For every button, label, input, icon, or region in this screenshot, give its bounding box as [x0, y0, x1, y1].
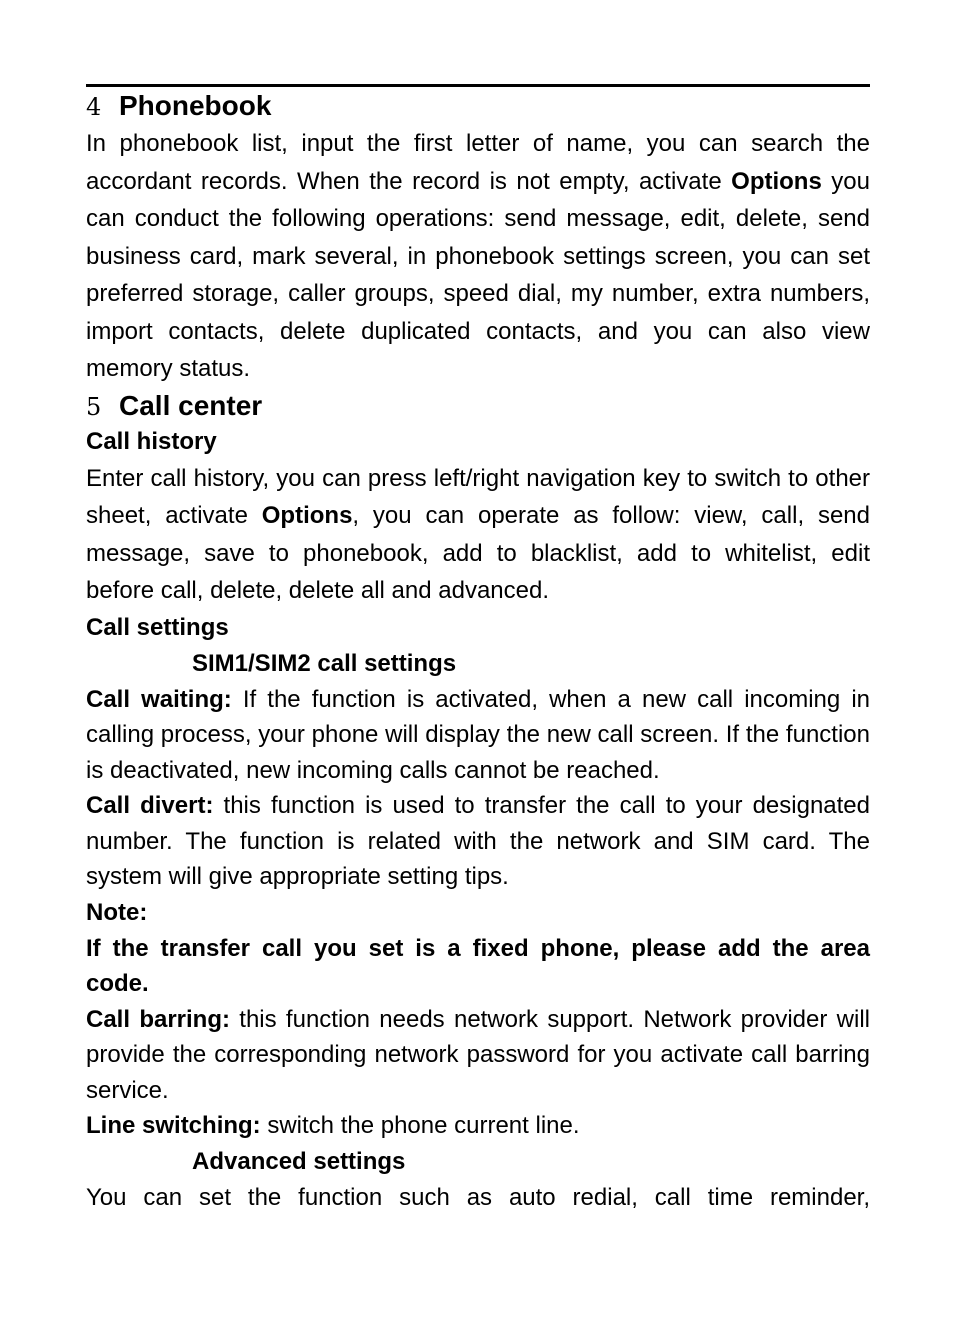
call-waiting-label: Call waiting:	[86, 685, 232, 713]
call-divert-label: Call divert:	[86, 792, 214, 819]
call-history-paragraph	[86, 460, 870, 610]
section-title: Phonebook	[119, 90, 272, 121]
line-switching-label: Line switching:	[86, 1112, 261, 1139]
call-barring-label: Call barring:	[86, 1005, 230, 1033]
call-barring-paragraph	[86, 1002, 870, 1109]
text-run: Enter call history, you can press left/right navigation key to switch to other sheet, activate	[86, 464, 870, 529]
subheading-advanced-settings: Advanced settings	[192, 1147, 406, 1175]
page-content	[86, 88, 870, 1215]
advanced-settings-paragraph: You can set the function such as auto redial, call time reminder,	[86, 1183, 870, 1211]
section-number: 4	[86, 93, 102, 121]
subheading-call-settings: Call settings	[86, 613, 229, 641]
text-run: switch the phone current line.	[260, 1112, 580, 1139]
text-run: If the function is activated, when a new call incoming in calling process, your phone will display the new call screen. If the function is deactivated, new incoming calls cannot be reached.	[86, 685, 871, 784]
text-run: , you can operate as follow: view, call, send message, save to phonebook, add to blacklist, add to whitelist, edit before call, delete, delete all and advanced.	[86, 502, 870, 604]
header-rule	[86, 84, 870, 87]
text-run: this function is used to transfer the call to your designated number. The function is related with the network and SIM card. The system will give appropriate setting tips.	[86, 792, 870, 890]
options-keyword: Options	[731, 167, 822, 195]
section-heading-phonebook	[86, 88, 870, 124]
subheading-call-history: Call history	[86, 427, 217, 455]
options-keyword: Options	[261, 502, 353, 529]
subheading-sim-call-settings: SIM1/SIM2 call settings	[192, 649, 457, 677]
text-run: this function needs network support. Network provider will provide the corresponding network password for you activate call barring service.	[86, 1005, 870, 1104]
note-label: Note:	[86, 898, 148, 926]
section-number: 5	[86, 392, 102, 421]
call-waiting-paragraph	[86, 682, 870, 789]
phonebook-paragraph	[86, 125, 870, 388]
line-switching-paragraph	[86, 1108, 870, 1144]
section-title: Call center	[119, 389, 263, 421]
call-divert-paragraph	[86, 788, 870, 895]
text-run: you can conduct the following operations: send message, edit, delete, send business card, mark several, in phonebook settings screen, you can set preferred storage, caller groups, speed dial, my number, extra numbers, import contacts, delete duplicated contacts, and you can also view memory status.	[86, 167, 870, 382]
text-run: In phonebook list, input the first letter of name, you can search the accordant records. When the record is not empty, activate	[86, 130, 870, 195]
section-heading-call-center	[86, 388, 870, 424]
note-paragraph: If the transfer call you set is a fixed phone, please add the area code.	[86, 934, 870, 997]
